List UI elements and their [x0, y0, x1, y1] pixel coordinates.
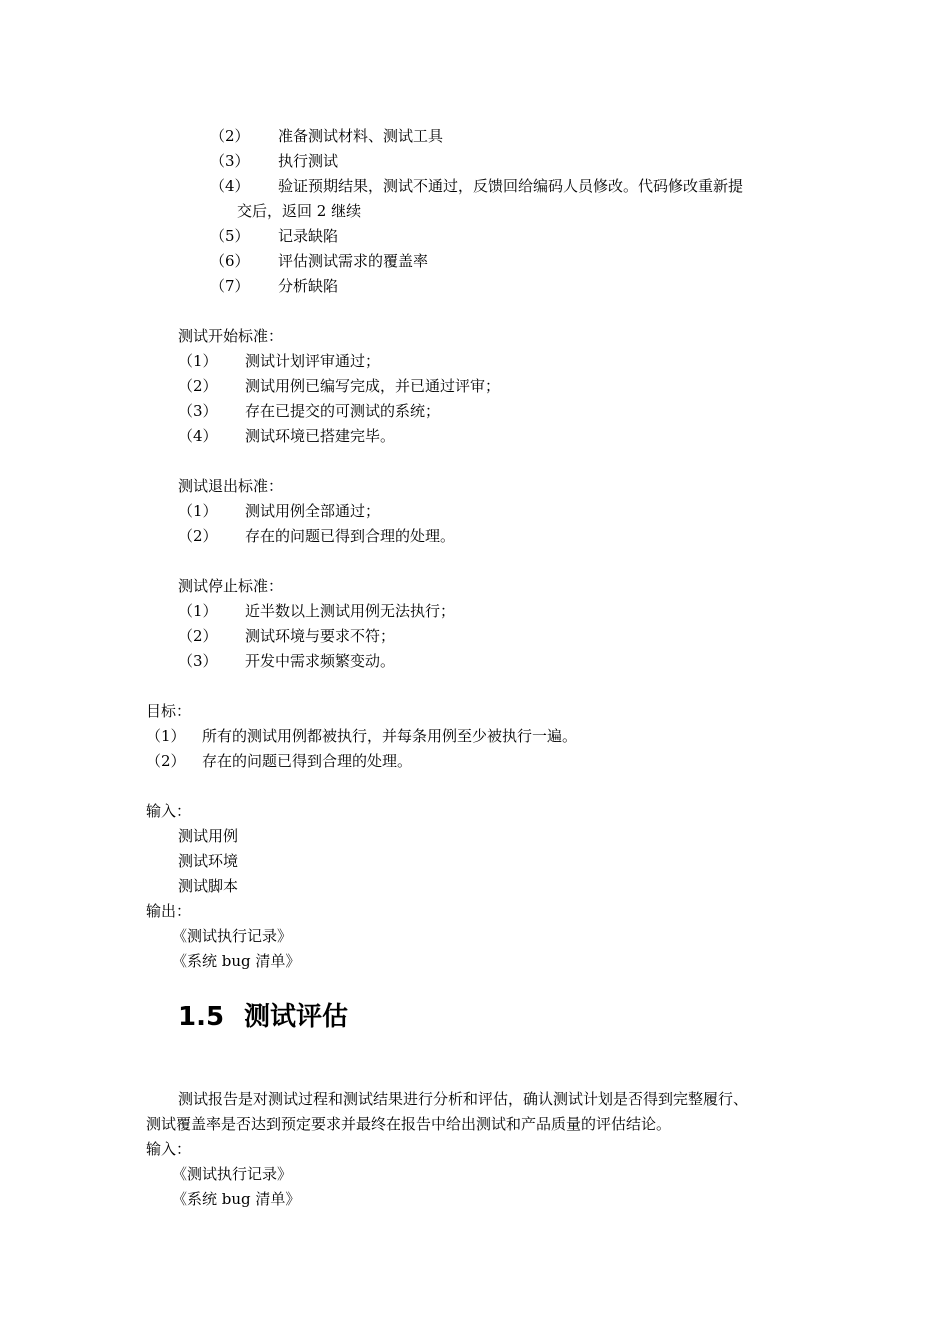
criteria-text: 存在已提交的可测试的系统； — [245, 402, 441, 420]
section-heading — [178, 1001, 348, 1033]
criteria-text: 测试用例全部通过； — [245, 502, 381, 520]
step-number: （7） — [210, 277, 250, 295]
paragraph-line: 测试报告是对测试过程和测试结果进行分析和评估，确认测试计划是否得到完整履行、 — [178, 1090, 749, 1108]
criteria-number: （2） — [178, 377, 218, 395]
section-input-title: 输入： — [146, 1140, 192, 1158]
criteria-number: （1） — [178, 502, 218, 520]
step-text: 分析缺陷 — [278, 277, 339, 295]
goals-title: 目标： — [146, 702, 192, 720]
stop-criteria-title: 测试停止标准： — [178, 577, 284, 595]
goal-text: 存在的问题已得到合理的处理。 — [202, 752, 413, 770]
output-item: 《测试执行记录》 — [172, 927, 293, 945]
step-number: （5） — [210, 227, 250, 245]
criteria-text: 测试环境与要求不符； — [245, 627, 396, 645]
section-input-item: 《测试执行记录》 — [172, 1165, 293, 1183]
criteria-text: 近半数以上测试用例无法执行； — [245, 602, 456, 620]
criteria-text: 存在的问题已得到合理的处理。 — [245, 527, 456, 545]
start-criteria-title: 测试开始标准： — [178, 327, 284, 345]
section-number: 1.5 — [178, 1002, 225, 1032]
step-text: 准备测试材料、测试工具 — [278, 127, 444, 145]
criteria-text: 开发中需求频繁变动。 — [245, 652, 396, 670]
goal-number: （2） — [146, 752, 186, 770]
input-item: 测试用例 — [178, 827, 239, 845]
step-number: （4） — [210, 177, 250, 195]
criteria-number: （1） — [178, 602, 218, 620]
criteria-number: （2） — [178, 627, 218, 645]
inputs-title: 输入： — [146, 802, 192, 820]
criteria-text: 测试用例已编写完成，并已通过评审； — [245, 377, 501, 395]
step-number: （2） — [210, 127, 250, 145]
criteria-number: （1） — [178, 352, 218, 370]
step-text: 执行测试 — [278, 152, 339, 170]
input-item: 测试脚本 — [178, 877, 239, 895]
output-item: 《系统 bug 清单》 — [172, 952, 301, 970]
input-item: 测试环境 — [178, 852, 239, 870]
step-text: 记录缺陷 — [278, 227, 339, 245]
step-number: （3） — [210, 152, 250, 170]
step-text: 交后，返回 2 继续 — [237, 202, 362, 220]
criteria-number: （3） — [178, 402, 218, 420]
criteria-text: 测试环境已搭建完毕。 — [245, 427, 396, 445]
exit-criteria-title: 测试退出标准： — [178, 477, 284, 495]
criteria-number: （2） — [178, 527, 218, 545]
step-continuation — [237, 201, 361, 221]
step-text: 验证预期结果，测试不通过，反馈回给编码人员修改。代码修改重新提 — [278, 177, 744, 195]
section-input-item: 《系统 bug 清单》 — [172, 1190, 301, 1208]
outputs-title: 输出： — [146, 902, 192, 920]
step-text: 评估测试需求的覆盖率 — [278, 252, 429, 270]
step-number: （6） — [210, 252, 250, 270]
goal-text: 所有的测试用例都被执行，并每条用例至少被执行一遍。 — [202, 727, 578, 745]
paragraph-line: 测试覆盖率是否达到预定要求并最终在报告中给出测试和产品质量的评估结论。 — [146, 1115, 672, 1133]
goal-number: （1） — [146, 727, 186, 745]
criteria-text: 测试计划评审通过； — [245, 352, 381, 370]
criteria-number: （4） — [178, 427, 218, 445]
criteria-number: （3） — [178, 652, 218, 670]
section-title: 测试评估 — [244, 1002, 349, 1032]
